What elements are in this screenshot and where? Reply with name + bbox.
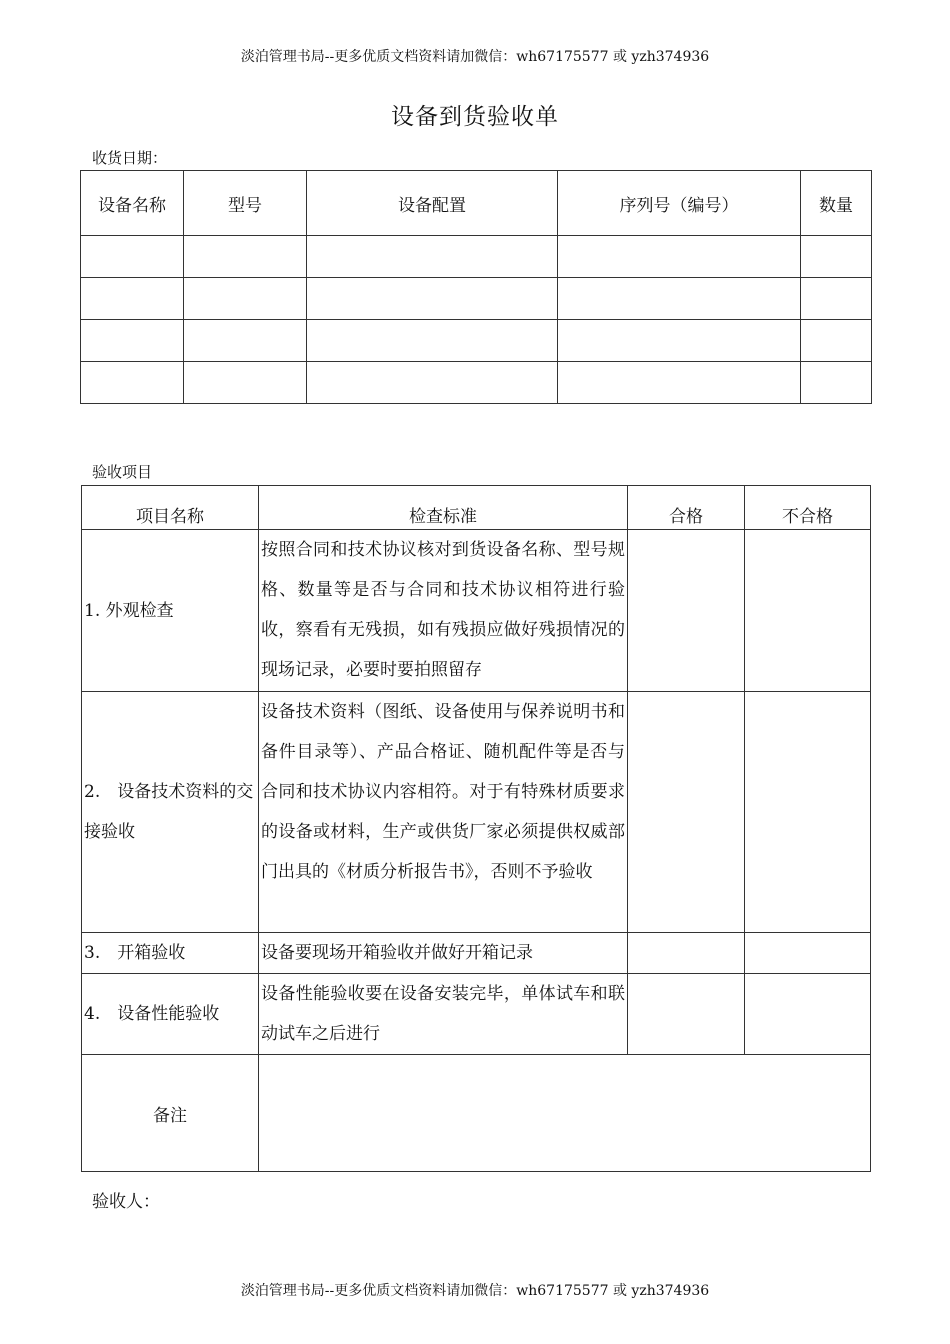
equipment-name-cell[interactable] [81, 362, 184, 404]
col-quantity: 数量 [801, 171, 872, 236]
remarks-row [82, 1055, 871, 1172]
quantity-cell[interactable] [801, 362, 872, 404]
table-row [82, 974, 871, 1055]
configuration-cell[interactable] [307, 320, 558, 362]
table-row [82, 933, 871, 974]
equipment-name-cell[interactable] [81, 278, 184, 320]
col-configuration: 设备配置 [307, 171, 558, 236]
fail-cell[interactable] [745, 692, 871, 933]
quantity-cell[interactable] [801, 320, 872, 362]
serial-number-cell[interactable] [558, 362, 801, 404]
model-cell[interactable] [184, 320, 307, 362]
remarks-label: 备注 [82, 1055, 259, 1172]
remarks-field[interactable] [259, 1055, 871, 1172]
col-serial-number: 序列号（编号） [558, 171, 801, 236]
page-header: 淡泊管理书局--更多优质文档资料请加微信：wh67175577 或 yzh374936 [240, 49, 710, 65]
col-model: 型号 [184, 171, 307, 236]
fail-cell[interactable] [745, 530, 871, 692]
item-standard-technical-docs: 设备技术资料（图纸、设备使用与保养说明书和备件目录等）、产品合格证、随机配件等是否与合同和技术协议内容相符。对于有特殊材质要求的设备或材料，生产或供货厂家必须提供权威部门出具的《材质分析报告书》，否则不予验收 [259, 692, 628, 933]
col-pass: 合格 [628, 486, 745, 530]
model-cell[interactable] [184, 362, 307, 404]
item-name-appearance: 1. 外观检查 [82, 530, 259, 692]
model-cell[interactable] [184, 278, 307, 320]
fail-cell[interactable] [745, 974, 871, 1055]
item-standard-performance: 设备性能验收要在设备安装完毕，单体试车和联动试车之后进行 [259, 974, 628, 1055]
item-standard-appearance: 按照合同和技术协议核对到货设备名称、型号规格、数量等是否与合同和技术协议相符进行验收，察看有无残损，如有残损应做好残损情况的现场记录，必要时要拍照留存 [259, 530, 628, 692]
equipment-name-cell[interactable] [81, 320, 184, 362]
configuration-cell[interactable] [307, 362, 558, 404]
table-row [82, 530, 871, 692]
equipment-name-cell[interactable] [81, 236, 184, 278]
col-inspection-standard: 检查标准 [259, 486, 628, 530]
inspection-table [81, 485, 871, 1172]
configuration-cell[interactable] [307, 236, 558, 278]
table-row [81, 236, 872, 278]
table-row [82, 692, 871, 933]
inspector-label: 验收人： [92, 1192, 160, 1212]
quantity-cell[interactable] [801, 278, 872, 320]
item-standard-unpacking: 设备要现场开箱验收并做好开箱记录 [259, 933, 628, 974]
serial-number-cell[interactable] [558, 278, 801, 320]
table-row [81, 320, 872, 362]
equipment-table-header-row [81, 171, 872, 236]
item-name-performance: 4. 设备性能验收 [82, 974, 259, 1055]
quantity-cell[interactable] [801, 236, 872, 278]
model-cell[interactable] [184, 236, 307, 278]
item-name-unpacking: 3. 开箱验收 [82, 933, 259, 974]
page-footer: 淡泊管理书局--更多优质文档资料请加微信：wh67175577 或 yzh374936 [240, 1283, 710, 1299]
pass-cell[interactable] [628, 530, 745, 692]
table-row [81, 278, 872, 320]
pass-cell[interactable] [628, 974, 745, 1055]
fail-cell[interactable] [745, 933, 871, 974]
serial-number-cell[interactable] [558, 236, 801, 278]
col-fail: 不合格 [745, 486, 871, 530]
inspection-section-label: 验收项目 [92, 463, 153, 481]
pass-cell[interactable] [628, 692, 745, 933]
pass-cell[interactable] [628, 933, 745, 974]
equipment-table [80, 170, 872, 404]
col-equipment-name: 设备名称 [81, 171, 184, 236]
table-row [81, 362, 872, 404]
inspection-table-header-row [82, 486, 871, 530]
page-title: 设备到货验收单 [391, 104, 559, 130]
item-name-technical-docs: 2. 设备技术资料的交接验收 [82, 692, 259, 933]
serial-number-cell[interactable] [558, 320, 801, 362]
receipt-date-label: 收货日期： [92, 149, 168, 167]
col-item-name: 项目名称 [82, 486, 259, 530]
configuration-cell[interactable] [307, 278, 558, 320]
